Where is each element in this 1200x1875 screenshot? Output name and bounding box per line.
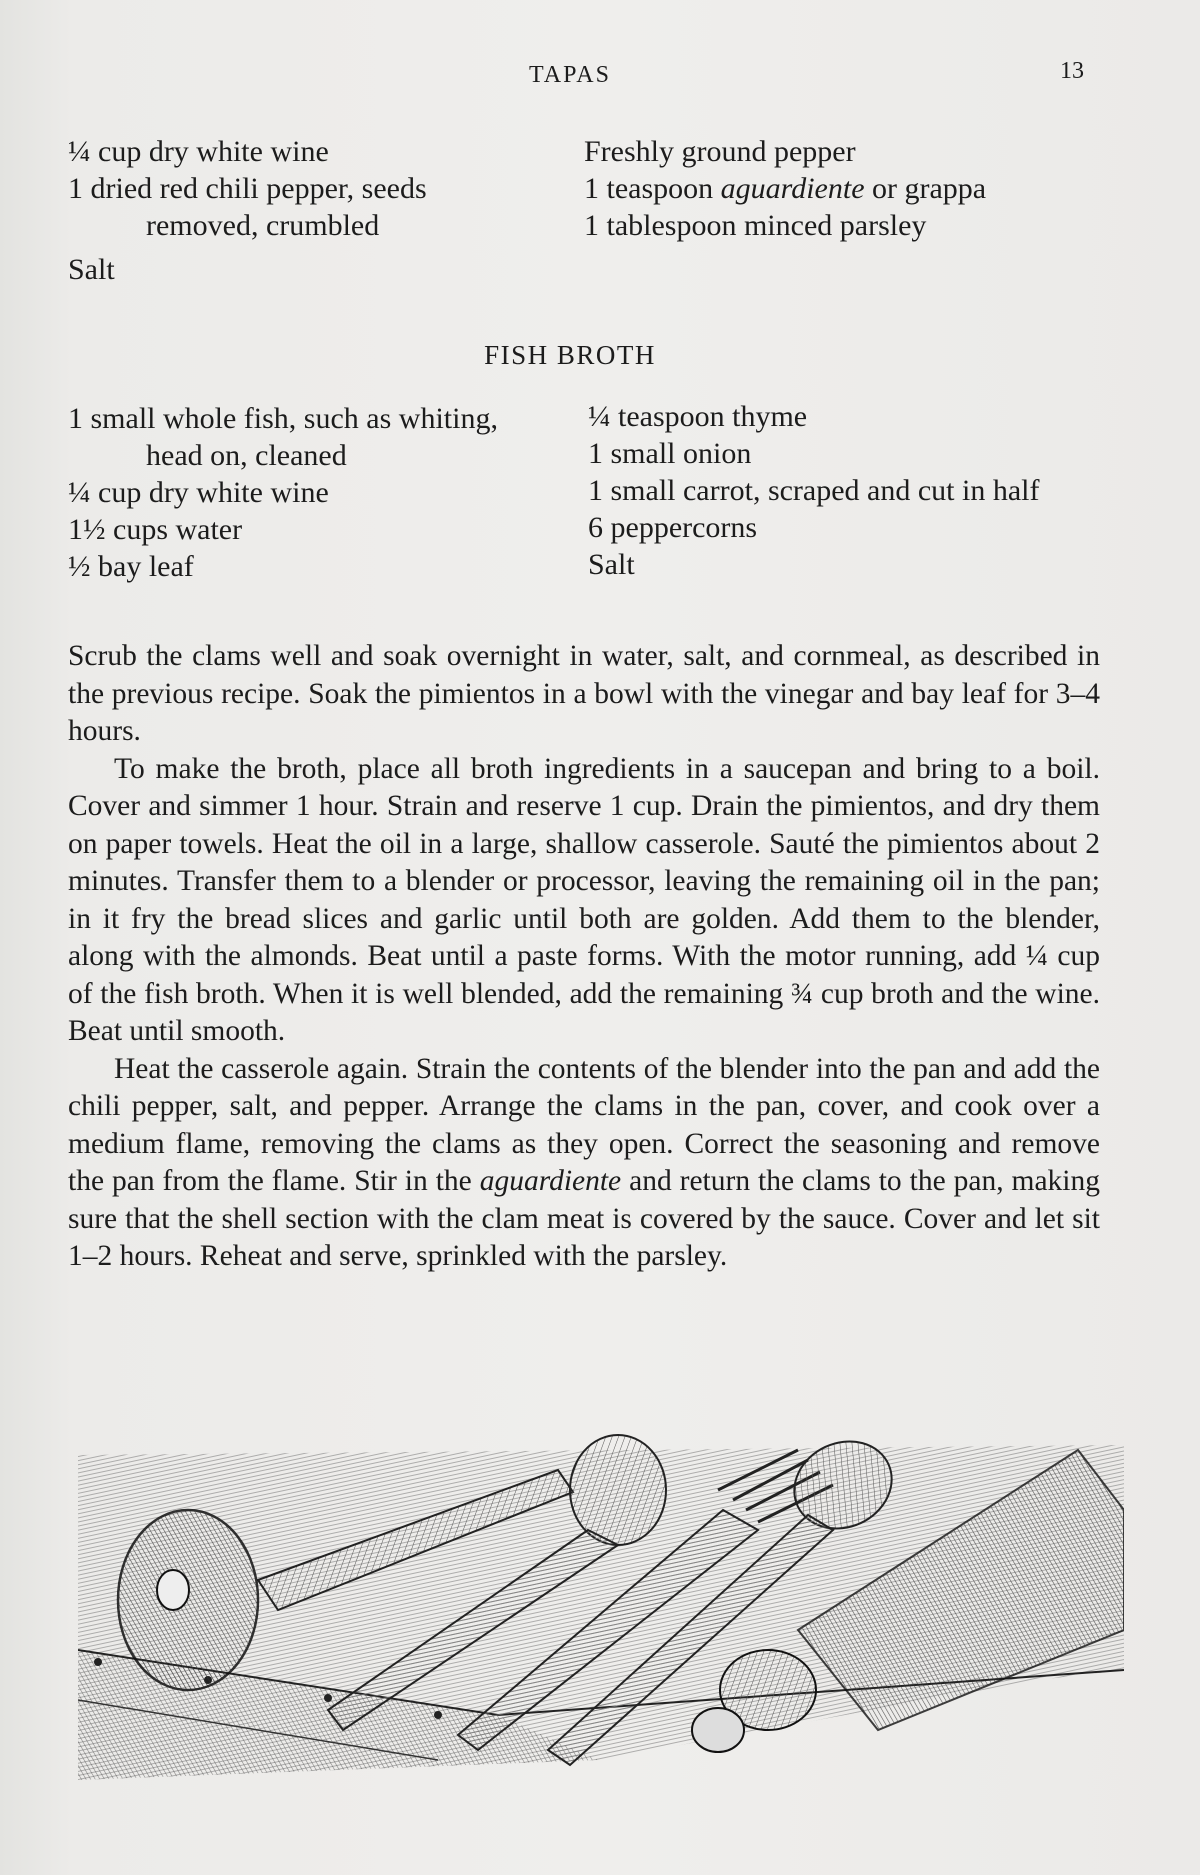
ingredient-line: 6 peppercorns <box>588 511 758 544</box>
ingredient-line: 1 teaspoon aguardiente or grappa <box>584 172 987 205</box>
ingredient-line: head on, cleaned <box>146 439 347 472</box>
ingredient-line: 1 small onion <box>588 437 752 470</box>
fish-broth-left-column <box>68 400 498 585</box>
ingredient-line: ¼ cup dry white wine <box>68 476 329 509</box>
italic-term: aguardiente <box>479 1165 622 1197</box>
italic-term: aguardiente <box>720 172 865 205</box>
ingredient-line: 1 small carrot, scraped and cut in half <box>588 474 1040 507</box>
ingredient-line: Salt <box>68 253 115 286</box>
recipe-instructions <box>68 638 1100 1276</box>
instruction-paragraph: Scrub the clams well and soak overnight in water, salt, and cornmeal, as described in the previous recipe. Soak the pimientos in a bowl with the vinegar and bay leaf for 3–4 hours. <box>68 640 1100 747</box>
utensils-illustration <box>78 1430 1124 1795</box>
running-head: TAPAS <box>529 62 611 88</box>
page-number: 13 <box>1060 58 1084 84</box>
ingredients-left-column <box>68 133 427 288</box>
section-title: FISH BROTH <box>484 340 656 370</box>
instruction-paragraph: Heat the casserole again. Strain the contents of the blender into the pan and add the chili pepper, salt, and pepper. Arrange the clams in the pan, cover, and cook over a medium flame, removing the clams as they open. Correct the seasoning and remove the pan from the flame. Stir in the aguardiente and return the clams to the pan, making sure that the shell section with the clam meat is covered by the sauce. Cover and let sit 1–2 hours. Reheat and serve, sprinkled with the parsley. <box>68 1052 1100 1272</box>
fish-broth-right-column <box>588 398 1040 583</box>
ingredient-line: ¼ cup dry white wine <box>68 135 329 168</box>
ingredient-line: ¼ teaspoon thyme <box>588 400 808 433</box>
ingredient-line: 1 small whole fish, such as whiting, <box>68 402 498 435</box>
ingredient-line: Salt <box>588 548 635 581</box>
ingredient-line: removed, crumbled <box>146 209 380 242</box>
ingredient-line: ½ bay leaf <box>68 550 194 583</box>
ingredient-line: 1 tablespoon minced parsley <box>584 209 927 242</box>
ingredient-spacer <box>68 244 427 251</box>
ingredient-line: Freshly ground pepper <box>584 135 856 168</box>
instruction-paragraph: To make the broth, place all broth ingredients in a saucepan and bring to a boil. Cover and simmer 1 hour. Strain and reserve 1 cup. Drain the pimientos, and dry them on paper towels. Heat the oil in a large, shallow casserole. Sauté the pimientos about 2 minutes. Transfer them to a blender or processor, leaving the remaining oil in the pan; in it fry the bread slices and garlic until both are golden. Add them to the blender, along with the almonds. Beat until a paste forms. With the motor running, add ¼ cup of the fish broth. When it is well blended, add the remaining ¾ cup broth and the wine. Beat until smooth. <box>68 752 1100 1047</box>
ingredient-line: 1 dried red chili pepper, seeds <box>68 172 427 205</box>
ingredients-right-column <box>584 133 986 244</box>
ingredient-line: 1½ cups water <box>68 513 243 546</box>
